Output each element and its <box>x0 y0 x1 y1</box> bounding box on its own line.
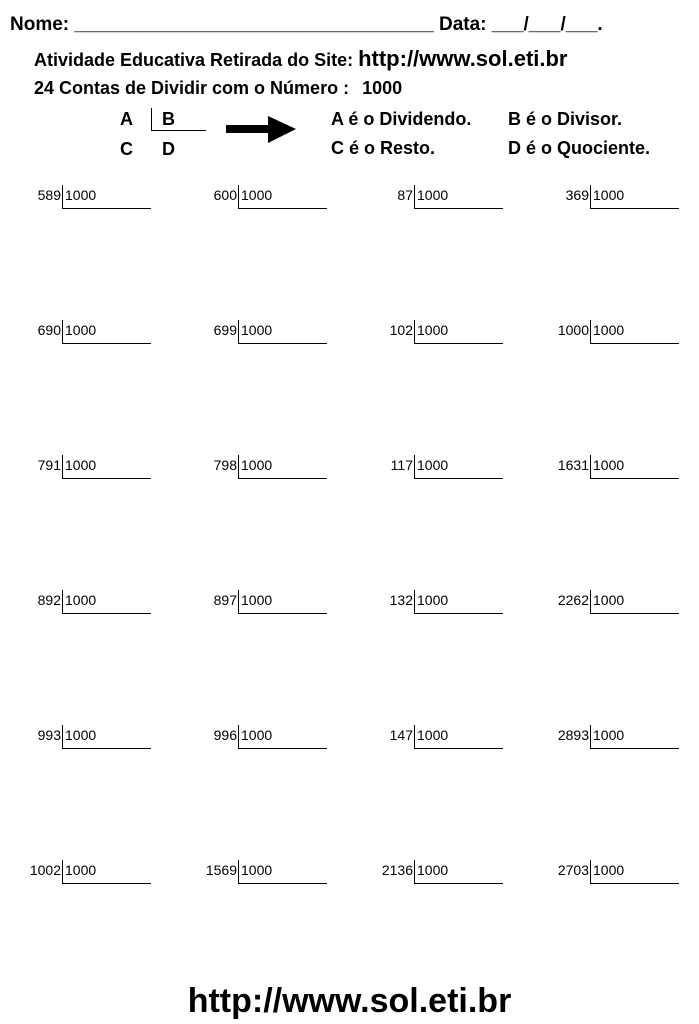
division-bracket-horizontal[interactable] <box>238 478 327 479</box>
division-problem <box>352 590 527 620</box>
definition-c: C é o Resto. <box>331 138 436 158</box>
legend-bracket-horizontal <box>151 130 206 131</box>
division-problem <box>176 860 351 890</box>
name-blank[interactable]: __________________________________ <box>74 14 434 35</box>
division-bracket-vertical <box>590 455 591 479</box>
division-bracket-horizontal[interactable] <box>590 613 679 614</box>
divisor: 1000 <box>241 322 273 338</box>
dividend: 791 <box>37 457 61 473</box>
name-label: Nome: <box>10 14 70 35</box>
legend-d: D <box>162 139 175 159</box>
division-bracket-vertical <box>238 860 239 884</box>
dividend: 699 <box>213 322 237 338</box>
dividend: 892 <box>37 592 61 608</box>
divisor: 1000 <box>417 862 449 878</box>
division-bracket-horizontal[interactable] <box>238 748 327 749</box>
dividend: 117 <box>390 457 413 473</box>
legend-a: A <box>120 109 133 129</box>
division-problem <box>176 590 351 620</box>
legend-bracket-vertical <box>151 108 152 131</box>
divisor: 1000 <box>593 727 625 743</box>
site-line <box>34 46 568 72</box>
division-bracket-vertical <box>590 725 591 749</box>
division-bracket-horizontal[interactable] <box>62 208 151 209</box>
division-bracket-horizontal[interactable] <box>62 613 151 614</box>
subtitle-number: 1000 <box>362 78 403 98</box>
division-problem <box>352 860 527 890</box>
division-bracket-horizontal[interactable] <box>590 883 679 884</box>
dividend: 996 <box>213 727 237 743</box>
dividend: 2893 <box>557 727 589 743</box>
divisor: 1000 <box>593 457 625 473</box>
division-problem <box>176 725 351 755</box>
division-problem <box>528 860 699 890</box>
division-bracket-vertical <box>62 320 63 344</box>
division-problem <box>0 860 175 890</box>
dividend: 102 <box>389 322 413 338</box>
divisor: 1000 <box>65 592 97 608</box>
divisor: 1000 <box>417 457 449 473</box>
division-bracket-horizontal[interactable] <box>238 883 327 884</box>
division-bracket-vertical <box>238 185 239 209</box>
division-bracket-horizontal[interactable] <box>414 748 503 749</box>
division-problem <box>352 725 527 755</box>
divisor: 1000 <box>593 592 625 608</box>
divisor: 1000 <box>65 187 97 203</box>
divisor: 1000 <box>241 727 273 743</box>
division-problem <box>528 725 699 755</box>
divisor: 1000 <box>241 187 273 203</box>
dividend: 2262 <box>557 592 589 608</box>
divisor: 1000 <box>65 727 97 743</box>
division-bracket-vertical <box>238 320 239 344</box>
division-problem <box>0 455 175 485</box>
divisor: 1000 <box>417 187 449 203</box>
subtitle: 24 Contas de Dividir com o Número : <box>34 78 350 98</box>
dividend: 589 <box>37 187 61 203</box>
divisor: 1000 <box>593 862 625 878</box>
divisor: 1000 <box>241 457 273 473</box>
division-bracket-horizontal[interactable] <box>590 478 679 479</box>
dividend: 2703 <box>557 862 589 878</box>
dividend: 2136 <box>381 862 413 878</box>
division-bracket-vertical <box>590 185 591 209</box>
definition-b: B é o Divisor. <box>508 109 623 129</box>
legend-c: C <box>120 139 133 159</box>
dividend: 993 <box>37 727 61 743</box>
division-problem <box>352 455 527 485</box>
dividend: 1000 <box>557 322 589 338</box>
division-problem <box>176 455 351 485</box>
division-bracket-horizontal[interactable] <box>590 748 679 749</box>
dividend: 369 <box>565 187 589 203</box>
division-problem <box>352 185 527 215</box>
division-bracket-horizontal[interactable] <box>238 613 327 614</box>
division-bracket-horizontal[interactable] <box>238 208 327 209</box>
dividend: 132 <box>389 592 413 608</box>
footer-url[interactable]: http://www.sol.eti.br <box>187 982 512 1020</box>
divisor: 1000 <box>65 862 97 878</box>
dividend: 87 <box>397 187 413 203</box>
site-text: Atividade Educativa Retirada do Site: <box>34 50 354 70</box>
division-bracket-vertical <box>238 455 239 479</box>
division-problem <box>0 725 175 755</box>
division-problem <box>352 320 527 350</box>
division-bracket-vertical <box>62 725 63 749</box>
division-problem <box>528 320 699 350</box>
division-bracket-vertical <box>590 320 591 344</box>
division-bracket-horizontal[interactable] <box>590 208 679 209</box>
division-bracket-vertical <box>62 590 63 614</box>
division-bracket-horizontal[interactable] <box>414 208 503 209</box>
division-bracket-horizontal[interactable] <box>238 343 327 344</box>
division-bracket-vertical <box>590 590 591 614</box>
divisor: 1000 <box>593 322 625 338</box>
dividend: 600 <box>213 187 237 203</box>
division-bracket-vertical <box>414 455 415 479</box>
date-blank[interactable]: ___/___/___. <box>491 14 603 35</box>
date-label: Data: <box>438 14 487 35</box>
division-bracket-vertical <box>590 860 591 884</box>
division-bracket-vertical <box>414 590 415 614</box>
divisor: 1000 <box>65 322 97 338</box>
divisor: 1000 <box>417 727 449 743</box>
site-url[interactable]: http://www.sol.eti.br <box>358 46 568 71</box>
right-arrow-icon <box>226 116 298 149</box>
division-bracket-vertical <box>414 725 415 749</box>
dividend: 690 <box>37 322 61 338</box>
division-bracket-horizontal[interactable] <box>414 613 503 614</box>
division-bracket-horizontal[interactable] <box>62 343 151 344</box>
division-problem <box>176 185 351 215</box>
division-bracket-horizontal[interactable] <box>414 343 503 344</box>
dividend: 147 <box>389 727 413 743</box>
dividend: 897 <box>213 592 237 608</box>
division-problem <box>528 185 699 215</box>
divisor: 1000 <box>417 592 449 608</box>
division-bracket-vertical <box>62 185 63 209</box>
definition-a: A é o Dividendo. <box>331 109 472 129</box>
division-problem <box>528 455 699 485</box>
division-bracket-horizontal[interactable] <box>414 478 503 479</box>
division-bracket-vertical <box>414 860 415 884</box>
divisor: 1000 <box>241 862 273 878</box>
division-bracket-horizontal[interactable] <box>590 343 679 344</box>
division-bracket-vertical <box>238 590 239 614</box>
dividend: 1569 <box>205 862 237 878</box>
division-bracket-horizontal[interactable] <box>414 883 503 884</box>
dividend: 1631 <box>557 457 589 473</box>
division-bracket-horizontal[interactable] <box>62 748 151 749</box>
division-bracket-vertical <box>62 860 63 884</box>
division-bracket-vertical <box>414 320 415 344</box>
legend-b: B <box>162 109 175 129</box>
division-bracket-vertical <box>414 185 415 209</box>
name-date-line <box>10 14 603 36</box>
division-bracket-vertical <box>238 725 239 749</box>
subtitle-line <box>34 78 402 99</box>
division-problem <box>176 320 351 350</box>
divisor: 1000 <box>241 592 273 608</box>
dividend: 1002 <box>29 862 61 878</box>
dividend: 798 <box>213 457 237 473</box>
division-problem <box>0 590 175 620</box>
division-bracket-horizontal[interactable] <box>62 883 151 884</box>
divisor: 1000 <box>417 322 449 338</box>
division-problem <box>528 590 699 620</box>
division-bracket-vertical <box>62 455 63 479</box>
division-bracket-horizontal[interactable] <box>62 478 151 479</box>
definition-d: D é o Quociente. <box>508 138 651 158</box>
divisor: 1000 <box>65 457 97 473</box>
divisor: 1000 <box>593 187 625 203</box>
division-problem <box>0 185 175 215</box>
division-problem <box>0 320 175 350</box>
